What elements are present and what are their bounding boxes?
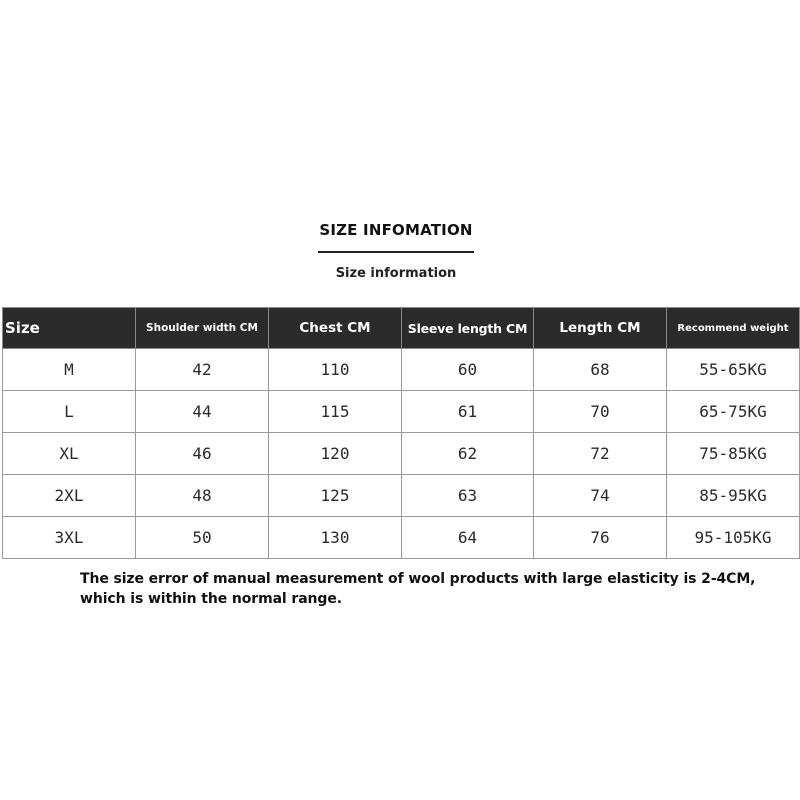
cell-size: M bbox=[3, 349, 136, 391]
cell-chest: 125 bbox=[269, 475, 402, 517]
table-row bbox=[3, 475, 800, 517]
cell-recommend-weight: 85-95KG bbox=[667, 475, 800, 517]
cell-recommend-weight: 95-105KG bbox=[667, 517, 800, 559]
cell-shoulder-width: 44 bbox=[136, 391, 269, 433]
cell-size: XL bbox=[3, 433, 136, 475]
cell-sleeve-length: 64 bbox=[402, 517, 534, 559]
table-row bbox=[3, 349, 800, 391]
cell-chest: 115 bbox=[269, 391, 402, 433]
page-title: SIZE INFOMATION bbox=[319, 221, 473, 239]
cell-shoulder-width: 48 bbox=[136, 475, 269, 517]
cell-sleeve-length: 63 bbox=[402, 475, 534, 517]
cell-sleeve-length: 60 bbox=[402, 349, 534, 391]
cell-size: 2XL bbox=[3, 475, 136, 517]
size-table bbox=[2, 307, 800, 559]
header-sleeve-length: Sleeve length CM bbox=[402, 308, 534, 349]
cell-shoulder-width: 46 bbox=[136, 433, 269, 475]
cell-recommend-weight: 55-65KG bbox=[667, 349, 800, 391]
cell-recommend-weight: 65-75KG bbox=[667, 391, 800, 433]
header-chest: Chest CM bbox=[269, 308, 402, 349]
cell-chest: 110 bbox=[269, 349, 402, 391]
cell-shoulder-width: 50 bbox=[136, 517, 269, 559]
cell-length: 74 bbox=[534, 475, 667, 517]
measurement-note: The size error of manual measurement of wool products with large elasticity is 2-4CM, which is within the normal range. bbox=[80, 571, 756, 607]
cell-chest: 130 bbox=[269, 517, 402, 559]
cell-sleeve-length: 61 bbox=[402, 391, 534, 433]
cell-length: 76 bbox=[534, 517, 667, 559]
table-header-row bbox=[3, 308, 800, 349]
cell-sleeve-length: 62 bbox=[402, 433, 534, 475]
page-subtitle: Size information bbox=[335, 266, 457, 281]
cell-recommend-weight: 75-85KG bbox=[667, 433, 800, 475]
cell-length: 68 bbox=[534, 349, 667, 391]
table-row bbox=[3, 433, 800, 475]
header-length: Length CM bbox=[534, 308, 667, 349]
cell-chest: 120 bbox=[269, 433, 402, 475]
title-underline bbox=[318, 251, 474, 253]
cell-size: L bbox=[3, 391, 136, 433]
table-row bbox=[3, 517, 800, 559]
header-recommend-weight: Recommend weight bbox=[667, 308, 800, 349]
header-size: Size bbox=[3, 308, 136, 349]
cell-length: 72 bbox=[534, 433, 667, 475]
cell-shoulder-width: 42 bbox=[136, 349, 269, 391]
table-row bbox=[3, 391, 800, 433]
cell-size: 3XL bbox=[3, 517, 136, 559]
header-shoulder-width: Shoulder width CM bbox=[136, 308, 269, 349]
cell-length: 70 bbox=[534, 391, 667, 433]
